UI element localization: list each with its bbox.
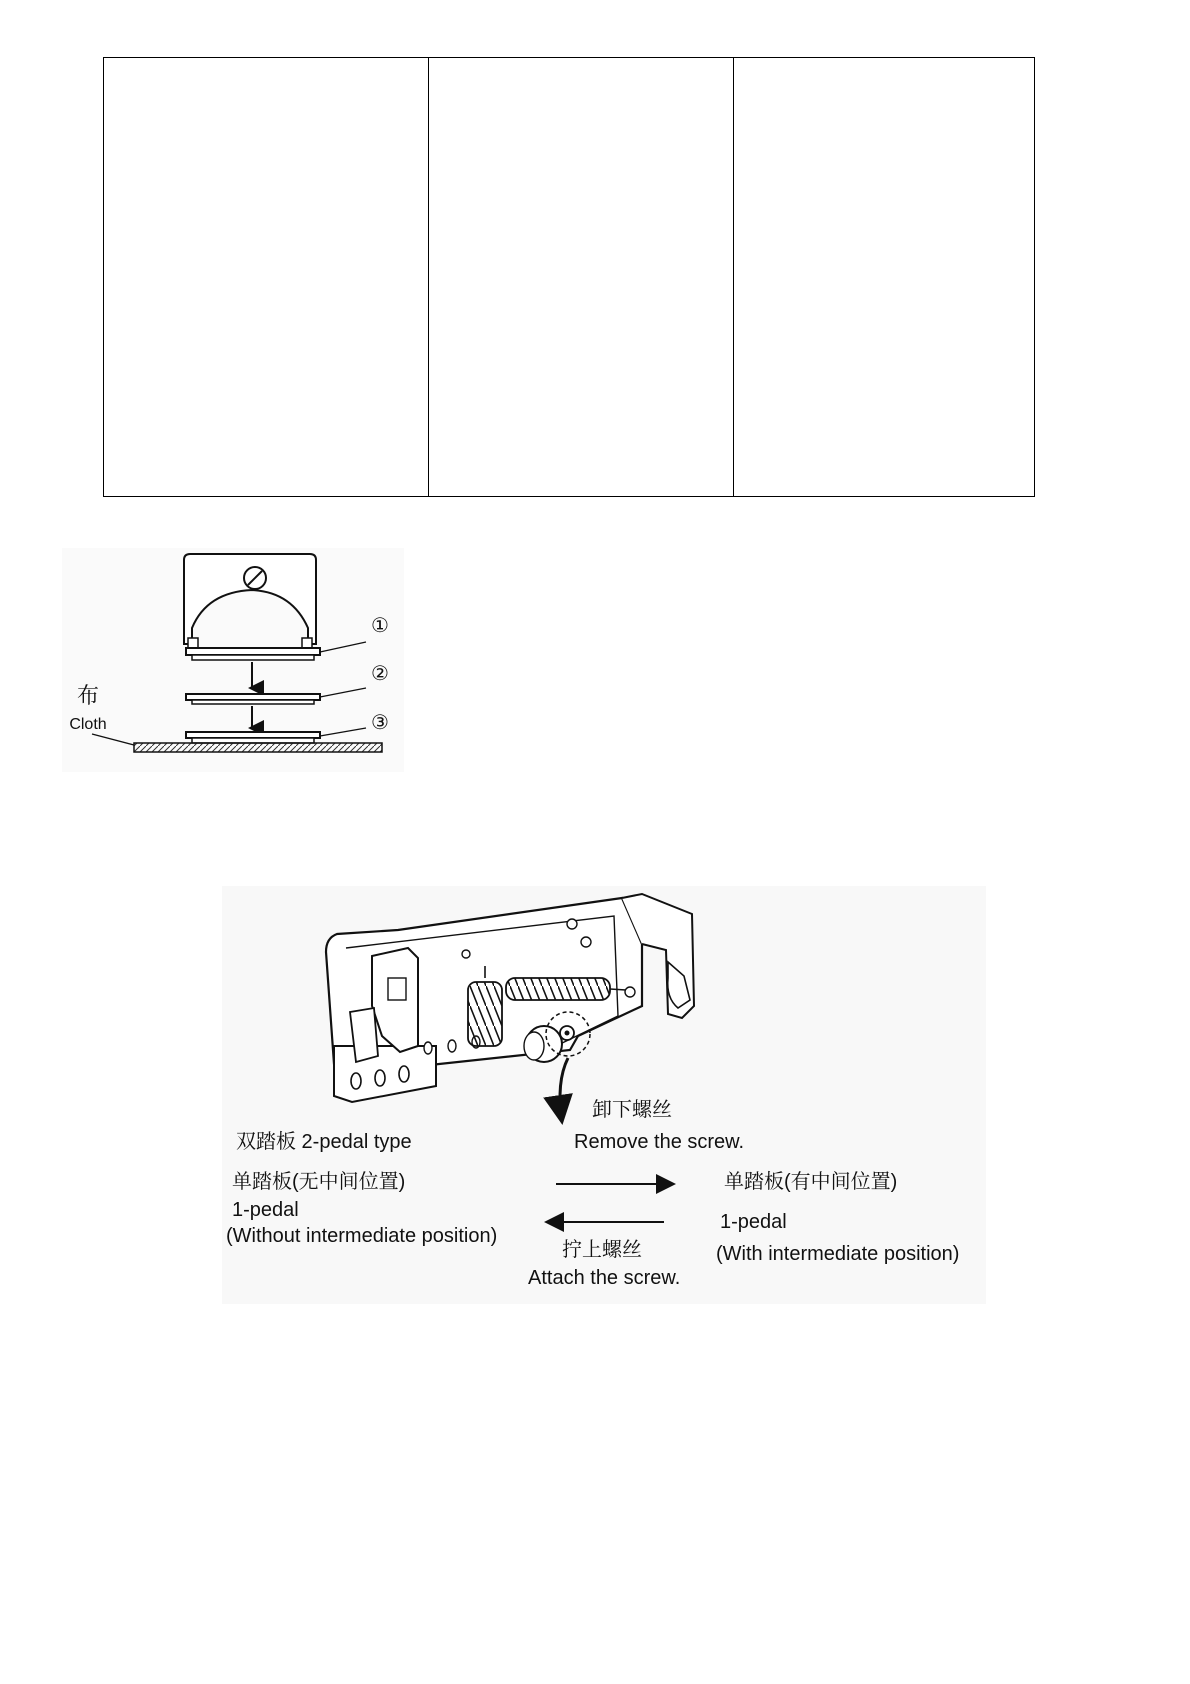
pedal-mechanism-drawing	[222, 886, 986, 1304]
one-pedal-left-en: 1-pedal	[232, 1199, 299, 1221]
mount-hole	[351, 1073, 361, 1089]
plate-1	[186, 648, 320, 655]
two-pedal-label: 双踏板 2-pedal type	[236, 1131, 412, 1153]
cloth-bar	[134, 743, 382, 752]
one-pedal-left-note: (Without intermediate position)	[226, 1225, 498, 1247]
one-pedal-left-cn: 单踏板(无中间位置)	[232, 1171, 406, 1193]
remove-arrow	[560, 1058, 568, 1122]
empty-table-frame	[103, 57, 1035, 497]
plate-3	[186, 732, 320, 738]
table-cell	[734, 58, 1035, 497]
callout-2: ②	[371, 663, 389, 685]
remove-screw-cn: 卸下螺丝	[592, 1099, 672, 1121]
one-pedal-right-note: (With intermediate position)	[716, 1243, 960, 1265]
table-row	[104, 58, 1035, 497]
cloth-label-en: Cloth	[69, 716, 107, 733]
mount-hole	[399, 1066, 409, 1082]
one-pedal-right-en: 1-pedal	[720, 1211, 787, 1233]
horizontal-spring	[506, 978, 610, 1000]
remove-screw-en: Remove the screw.	[574, 1131, 745, 1153]
one-pedal-right-cn: 单踏板(有中间位置)	[724, 1171, 898, 1193]
presser-foot-figure	[62, 548, 404, 772]
callout-3: ③	[371, 712, 389, 734]
table-cell	[429, 58, 734, 497]
attach-screw-cn: 拧上螺丝	[562, 1239, 642, 1261]
pedal-mechanism-figure	[222, 886, 986, 1304]
vertical-spring	[468, 982, 502, 1046]
cloth-label-cn: 布	[76, 683, 100, 708]
mount-hole	[375, 1070, 385, 1086]
attach-screw-en: Attach the screw.	[528, 1267, 681, 1289]
callout-1: ①	[371, 615, 389, 637]
table-cell	[104, 58, 429, 497]
presser-foot-drawing	[62, 548, 404, 772]
plate-2	[186, 694, 320, 700]
